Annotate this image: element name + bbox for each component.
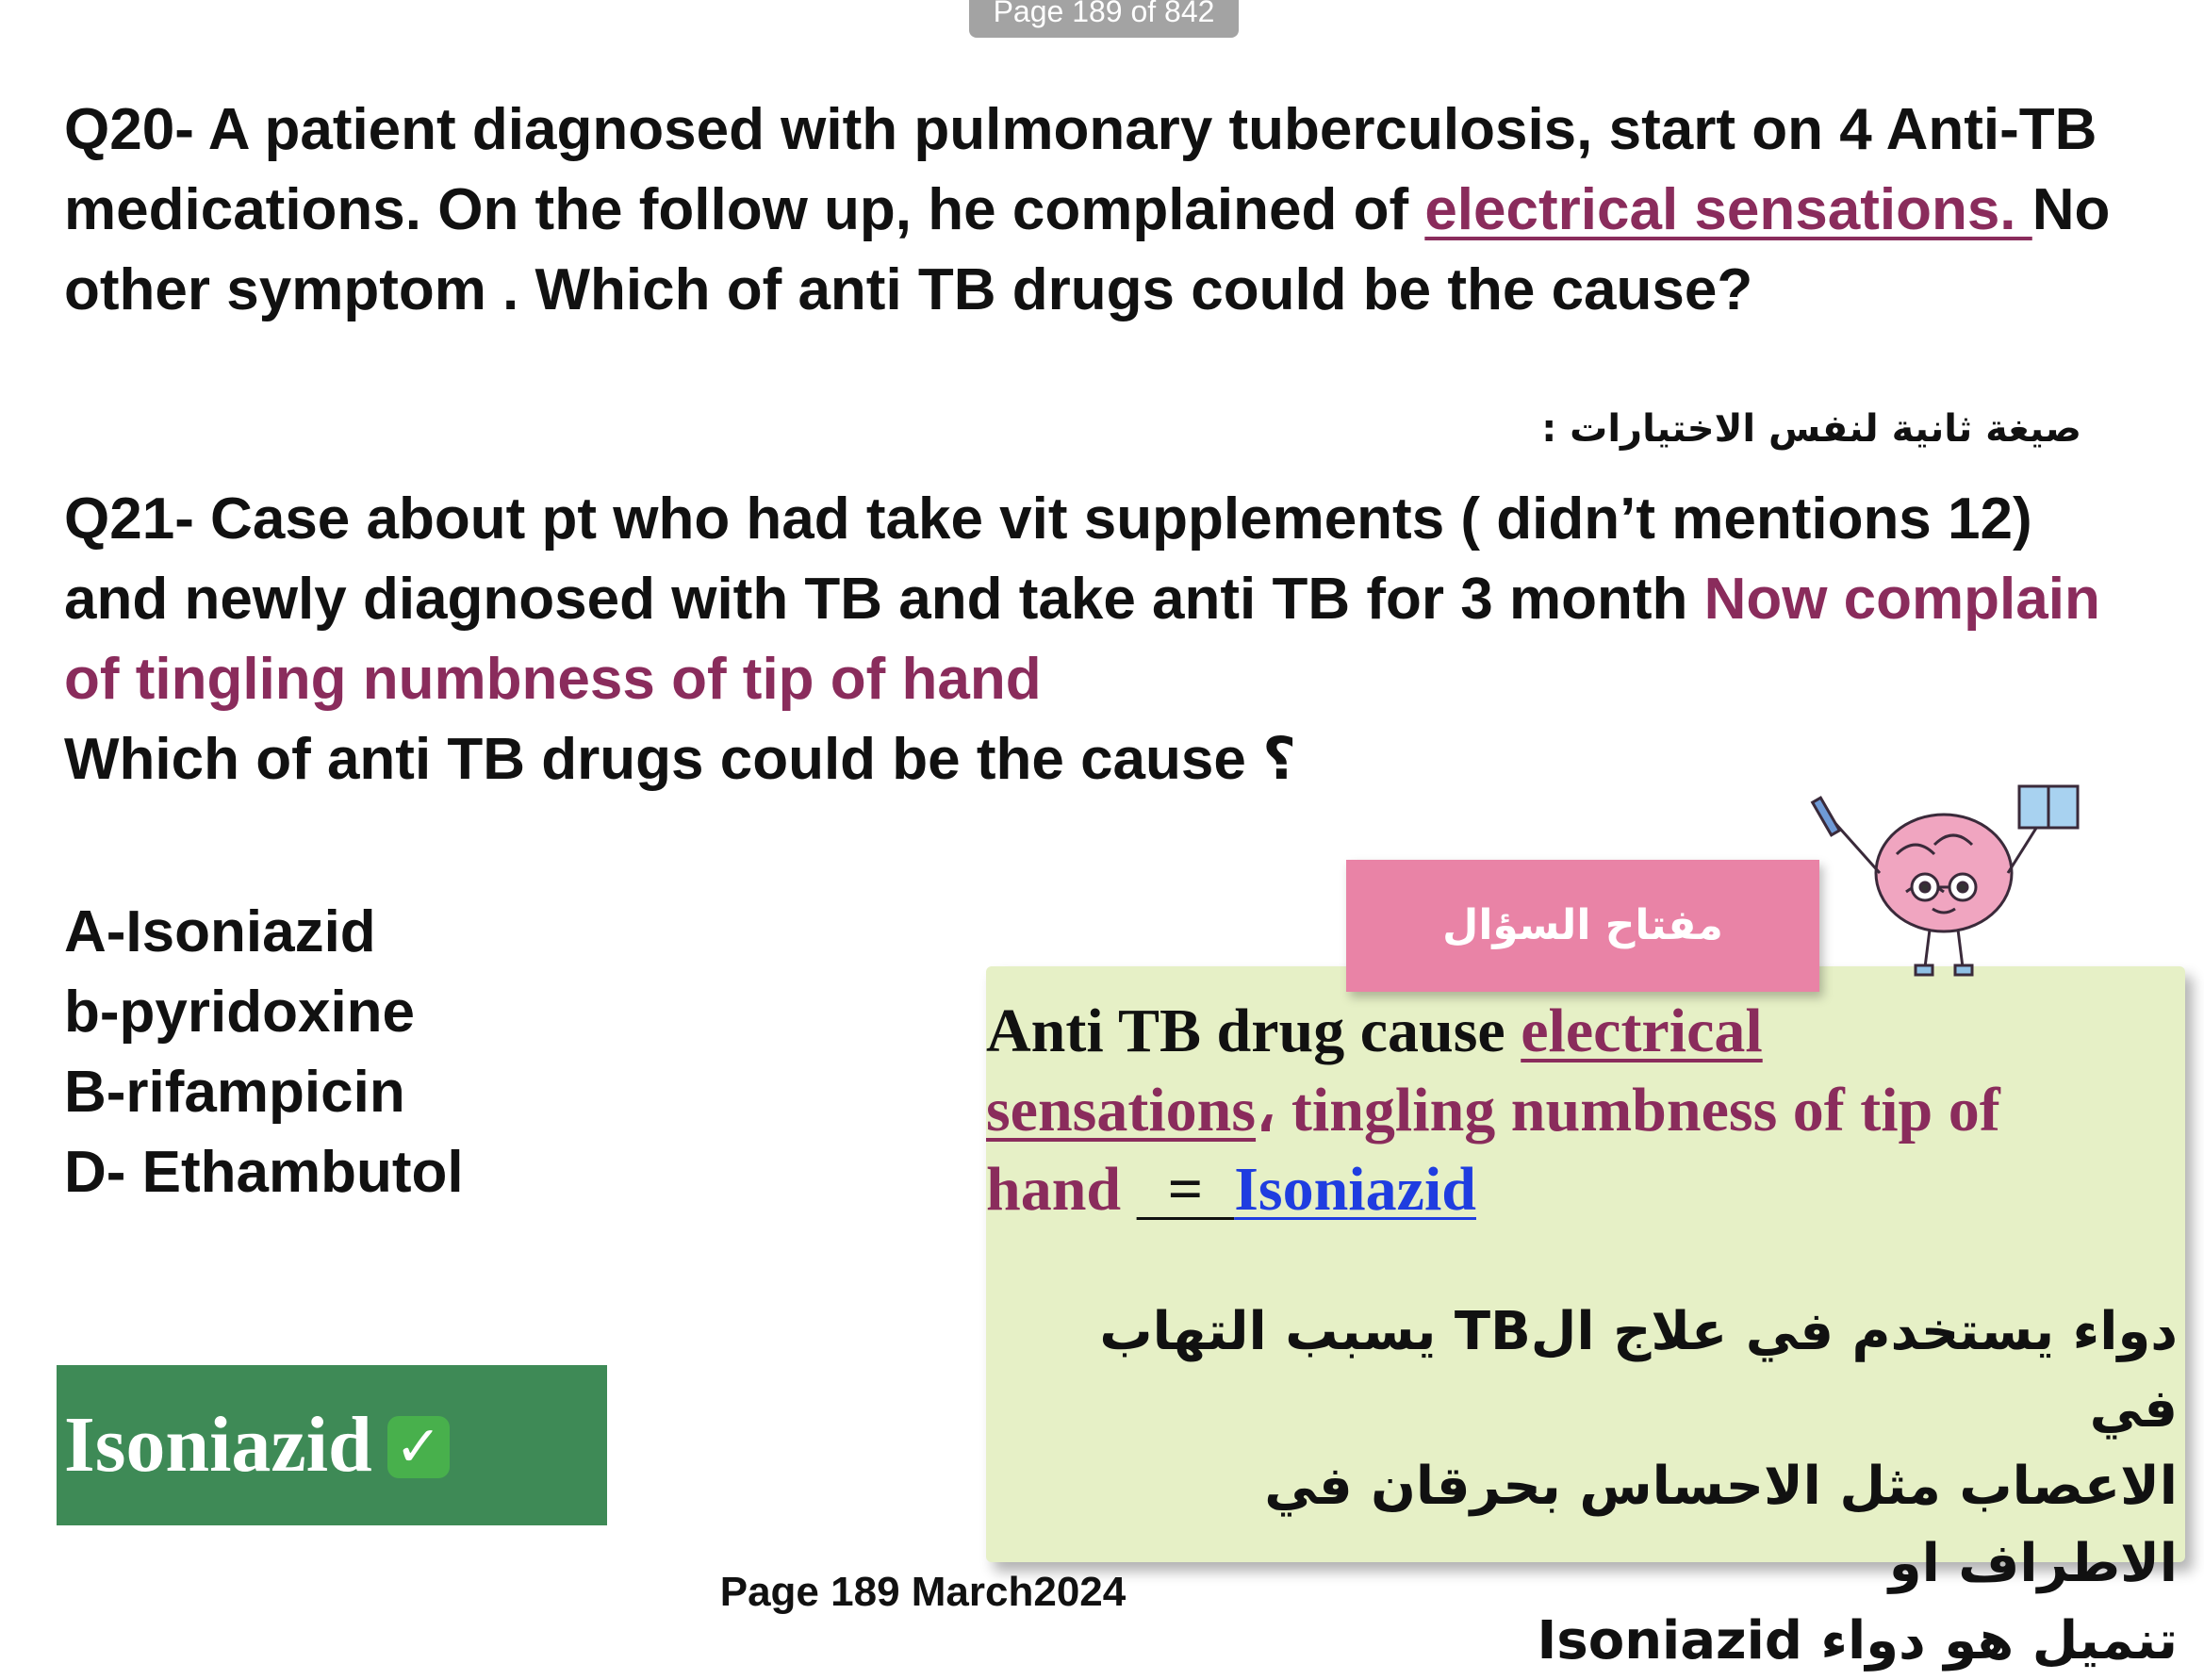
option-a: A-Isoniazid [64,899,376,964]
q21-suffix: Which of anti TB drugs could be the cause ؟ [64,727,1297,792]
note-drug-link[interactable]: Isoniazid [1234,1155,1476,1224]
note-hand: hand [986,1155,1122,1224]
q20-highlight: electrical sensations. [1424,177,2032,242]
question-21 [64,479,2138,799]
option-b-lower: b-pyridoxine [64,980,416,1045]
page-footer: Page 189 March2024 [719,1569,1127,1615]
q21-highlight: Now complain of tingling numbness of tip of hand [64,567,2100,712]
page-indicator: Page 189 of 842 [969,0,1239,38]
note-comma: ، [1256,1076,1276,1145]
note-arabic-line-3: تنميل هو دواء Isoniazid [1537,1610,2178,1672]
note-arabic-line-1: دواء يستخدم في علاج الTB يسبب التهاب في [1099,1301,2178,1440]
note-arabic-line-2: الاعصاب مثل الاحساس بحرقان في الاطراف او [1264,1456,2178,1594]
q21-text: Q21- Case about pt who had take vit supplements ( didn’t mentions 12) and newly diagnosed with TB and take anti TB for 3 month [64,486,2032,632]
note-arabic [1046,1293,2178,1680]
question-key-tag: مفتاح السؤال [1346,860,1819,992]
brain-mascot-icon [1793,779,2095,986]
note-prefix: Anti TB drug cause [986,996,1521,1065]
note-english [986,992,2174,1229]
q20-suffix: No other symptom . Which of anti TB drugs could be the cause? [64,177,2111,322]
correct-answer-box [57,1365,607,1525]
answer-options [64,892,464,1212]
note-electrical: electrical [1521,996,1763,1065]
note-tingling: tingling numbness of tip of [1275,1076,2000,1145]
option-b: B-rifampicin [64,1060,405,1125]
option-d: D- Ethambutol [64,1140,464,1205]
note-equals: = [1136,1155,1235,1224]
arabic-subtitle: صيغة ثانية لنفس الاختيارات : [1541,407,2081,451]
q20-text: Q20- A patient diagnosed with pulmonary tuberculosis, start on 4 Anti-TB medications. On the follow up, he complained of [64,97,2097,242]
question-20 [64,90,2138,330]
note-sensations: sensations [986,1076,1257,1145]
check-mark-icon: ✓ [387,1416,450,1478]
answer-label: Isoniazid [64,1401,372,1489]
